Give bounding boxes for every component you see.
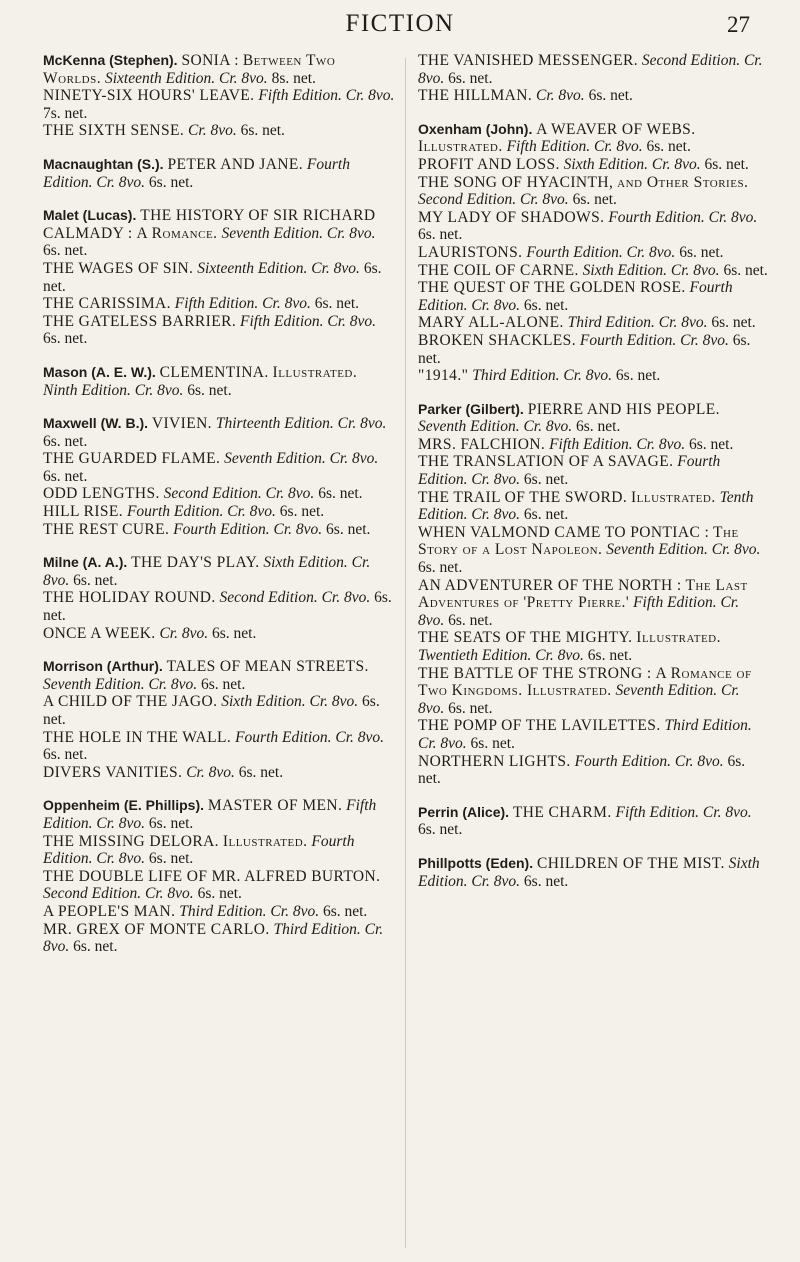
catalogue-entry: [43, 693, 395, 728]
entry-price: 6s. net.: [711, 314, 756, 332]
catalogue-entry: [43, 729, 395, 764]
entry-title: PIERRE AND HIS PEOPLE.: [527, 400, 720, 418]
entry-price: 6s. net.: [689, 435, 734, 453]
entry-edition: Fifth Edition. Cr. 8vo.: [506, 138, 643, 156]
entry-title: A PEOPLE'S MAN.: [43, 902, 176, 920]
entry-price: 6s. net.: [43, 432, 88, 450]
entry-title: A WEAVER OF WEBS.: [536, 120, 696, 138]
entry-edition: Seventh Edition. Cr. 8vo.: [224, 450, 379, 468]
entry-title: TALES OF MEAN STREETS.: [166, 658, 369, 676]
entry-price: 6s. net.: [587, 647, 633, 664]
catalogue-entry: [43, 833, 395, 868]
catalogue-entry: [418, 717, 768, 752]
entry-subtitle: Between Two Worlds.: [43, 52, 336, 87]
catalogue-entry: [43, 764, 395, 782]
entry-edition: Fourth Edition. Cr. 8vo.: [574, 752, 724, 770]
entry-title: HILL RISE.: [43, 503, 124, 521]
catalogue-entry: [418, 262, 768, 280]
entry-edition: Second Edition. Cr. 8vo.: [43, 885, 194, 903]
entry-title: "1914.": [418, 367, 469, 385]
catalogue-entry: [43, 364, 395, 399]
entry-edition: Fourth Edition. Cr. 8vo.: [43, 155, 350, 191]
entry-title: THE COIL OF CARNE.: [418, 261, 579, 279]
page-header: [0, 10, 800, 44]
entry-edition: Sixth Edition. Cr. 8vo.: [43, 554, 371, 589]
entry-subtitle: A Romance.: [136, 224, 218, 242]
catalogue-entry: [418, 367, 768, 385]
entry-title: THE HILLMAN.: [418, 87, 533, 105]
entry-edition: Second Edition. Cr. 8vo.: [219, 589, 371, 607]
entry-edition: Sixth Edition. Cr. 8vo.: [418, 854, 760, 890]
entry-edition: Seventh Edition. Cr. 8vo.: [606, 541, 761, 559]
entry-title: AN ADVENTURER OF THE NORTH :: [418, 576, 682, 594]
entry-author: Mason (A. E. W.).: [43, 363, 156, 380]
entry-edition: Second Edition. Cr. 8vo.: [163, 485, 315, 503]
entry-title: PETER AND JANE.: [167, 155, 304, 173]
entry-author: Phillpotts (Eden).: [418, 854, 534, 871]
entry-price: 6s. net.: [448, 611, 493, 629]
entry-edition: Sixteenth Edition. Cr. 8vo.: [104, 69, 268, 87]
entry-edition: Cr. 8vo.: [159, 624, 209, 642]
entry-price: 6s. net.: [523, 471, 569, 489]
catalogue-entry: [43, 625, 395, 643]
catalogue-entry: [418, 524, 768, 577]
entry-title: MRS. FALCHION.: [418, 435, 546, 453]
entry-title: MASTER OF MEN.: [207, 797, 343, 815]
entry-edition: Twentieth Edition. Cr. 8vo.: [418, 647, 584, 664]
catalogue-entry: [43, 658, 395, 693]
left-column: [43, 52, 395, 956]
entry-subtitle: The Story of a Lost Napoleon.: [418, 523, 739, 559]
entry-price: 6s. net.: [576, 418, 621, 436]
running-head: FICTION: [345, 10, 455, 37]
entry-edition: Fourth Edition. Cr. 8vo.: [608, 208, 758, 226]
entry-price: 6s. net.: [43, 693, 380, 728]
entry-edition: Sixth Edition. Cr. 8vo.: [582, 261, 720, 279]
catalogue-entry: [43, 868, 395, 903]
catalogue-entry: [43, 450, 395, 485]
catalogue-entry: [418, 665, 768, 718]
entry-title: THE GUARDED FLAME.: [43, 450, 221, 468]
catalogue-entry: [43, 122, 395, 140]
entry-price: 6s. net.: [318, 485, 363, 503]
entry-author: Oppenheim (E. Phillips).: [43, 797, 205, 814]
catalogue-entry: [418, 244, 768, 262]
entry-edition: Seventh Edition. Cr. 8vo.: [221, 224, 376, 242]
entry-title: THE CARISSIMA.: [43, 295, 171, 313]
entry-price: 6s. net.: [470, 734, 515, 752]
entry-title: MR. GREX OF MONTE CARLO.: [43, 920, 270, 938]
entry-price: 6s. net.: [197, 885, 242, 903]
entry-edition: Ninth Edition. Cr. 8vo.: [43, 381, 184, 399]
entry-title: DIVERS VANITIES.: [43, 763, 183, 781]
entry-edition: Second Edition. Cr. 8vo.: [418, 191, 569, 209]
entry-edition: Fourth Edition. Cr. 8vo.: [579, 331, 729, 349]
entry-edition: Fourth Edition. Cr. 8vo.: [418, 453, 721, 489]
catalogue-entry: [43, 554, 395, 589]
entry-price: 6s. net.: [212, 624, 257, 642]
entry-title: THE TRANSLATION OF A SAVAGE.: [418, 453, 674, 471]
entry-edition: Third Edition. Cr. 8vo.: [43, 920, 384, 956]
right-column: [418, 52, 768, 890]
entry-price: 6s. net.: [322, 902, 368, 920]
entry-price: 6s. net.: [448, 699, 493, 717]
entry-edition: Cr. 8vo.: [536, 87, 585, 105]
entry-title: THE HISTORY OF SIR RICHARD CALMADY :: [43, 207, 376, 242]
entry-price: 6s. net.: [43, 242, 88, 260]
entry-title: THE TRAIL OF THE SWORD.: [418, 488, 628, 506]
entry-edition: Fourth Edition. Cr. 8vo.: [43, 832, 355, 868]
entry-price: 6s. net.: [646, 138, 691, 156]
entry-title: BROKEN SHACKLES.: [418, 331, 576, 349]
entry-price: 6s. net.: [238, 763, 284, 781]
entry-title: LAURISTONS.: [418, 243, 523, 261]
entry-title: THE QUEST OF THE GOLDEN ROSE.: [418, 279, 686, 297]
catalogue-entry: [43, 921, 395, 956]
catalogue-entry: [43, 260, 395, 295]
entry-edition: Seventh Edition. Cr. 8vo.: [418, 682, 740, 717]
entry-edition: Fifth Edition. Cr. 8vo.: [240, 312, 377, 330]
entry-edition: Third Edition. Cr. 8vo.: [567, 314, 708, 332]
entry-edition: Seventh Edition. Cr. 8vo.: [43, 675, 198, 693]
entry-author: Malet (Lucas).: [43, 207, 137, 224]
catalogue-entry: [418, 87, 768, 105]
entry-edition: Fifth Edition. Cr. 8vo.: [549, 435, 686, 453]
catalogue-entry: [43, 415, 395, 450]
page-number: 27: [727, 12, 750, 37]
catalogue-entry: [43, 207, 395, 260]
entry-price: 6s. net.: [704, 155, 749, 173]
entry-edition: Second Edition. Cr. 8vo.: [418, 52, 763, 87]
catalogue-entry: [418, 804, 768, 839]
catalogue-entry: [418, 279, 768, 314]
entry-edition: Fifth Edition. Cr. 8vo.: [43, 797, 377, 832]
entry-author: Milne (A. A.).: [43, 554, 128, 571]
entry-edition: Fifth Edition. Cr. 8vo.: [418, 594, 739, 629]
entry-price: 6s. net.: [418, 226, 463, 244]
entry-title: THE GATELESS BARRIER.: [43, 312, 237, 330]
catalogue-entry: [43, 589, 395, 624]
entry-price: 6s. net.: [418, 331, 751, 367]
entry-author: McKenna (Stephen).: [43, 52, 178, 68]
entry-author: Maxwell (W. B.).: [43, 415, 149, 432]
entry-subtitle: Illustrated.: [631, 488, 716, 506]
catalogue-entry: [418, 855, 768, 890]
entry-title: THE MISSING DELORA.: [43, 832, 219, 850]
entry-price: 6s. net.: [615, 367, 661, 385]
entry-price: 6s. net.: [73, 938, 118, 956]
entry-price: 6s. net.: [523, 872, 569, 890]
entry-price: 7s. net.: [43, 104, 88, 122]
entry-price: 6s. net.: [43, 259, 382, 295]
entry-edition: Fifth Edition. Cr. 8vo.: [258, 87, 395, 105]
entry-author: Oxenham (John).: [418, 120, 533, 137]
catalogue-entry: [43, 295, 395, 313]
entry-edition: Cr. 8vo.: [188, 122, 237, 140]
catalogue-entry: [43, 52, 395, 87]
catalogue-entry: [418, 174, 768, 209]
entry-edition: Sixth Edition. Cr. 8vo.: [563, 155, 701, 173]
catalogue-entry: [43, 87, 395, 122]
entry-title: THE SIXTH SENSE.: [43, 122, 185, 140]
entry-price: 6s. net.: [448, 69, 493, 87]
catalogue-entry: [43, 313, 395, 348]
entry-title: THE SEATS OF THE MIGHTY.: [418, 629, 633, 647]
entry-edition: Thirteenth Edition. Cr. 8vo.: [215, 415, 387, 433]
entry-price: 6s. net.: [187, 381, 232, 399]
entry-price: 6s. net.: [148, 850, 194, 868]
entry-price: 6s. net.: [314, 295, 360, 313]
catalogue-entry: [418, 52, 768, 87]
entry-edition: Sixteenth Edition. Cr. 8vo.: [197, 259, 360, 277]
entry-subtitle: Illustrated.: [222, 832, 308, 850]
entry-edition: Fifth Edition. Cr. 8vo.: [615, 803, 752, 821]
catalogue-entry: [43, 156, 395, 191]
entry-edition: Fourth Edition. Cr. 8vo.: [235, 728, 385, 746]
entry-title: NINETY-SIX HOURS' LEAVE.: [43, 87, 255, 105]
entry-price: 6s. net.: [240, 122, 285, 140]
catalogue-entry: [43, 797, 395, 832]
entry-title: THE DAY'S PLAY.: [131, 554, 260, 572]
entry-edition: Cr. 8vo.: [186, 763, 235, 781]
entry-price: 6s. net.: [572, 191, 617, 209]
entry-price: 6s. net.: [523, 506, 569, 524]
entry-price: 6s. net.: [148, 814, 194, 832]
entry-title: THE WAGES OF SIN.: [43, 259, 194, 277]
entry-title: SONIA :: [181, 52, 239, 69]
entry-price: 6s. net.: [43, 746, 88, 764]
entry-author: Macnaughtan (S.).: [43, 155, 164, 172]
entry-title: ONCE A WEEK.: [43, 624, 156, 642]
catalogue-entry: [418, 753, 768, 788]
entry-title: THE BATTLE OF THE STRONG :: [418, 664, 652, 682]
catalogue-entry: [418, 156, 768, 174]
entry-subtitle: A Romance of Two Kingdoms. Illustrated.: [418, 664, 752, 700]
entry-price: 6s. net.: [148, 173, 194, 191]
entry-price: 6s. net.: [418, 752, 746, 788]
entry-title: THE DOUBLE LIFE OF MR. ALFRED BURTON.: [43, 867, 381, 885]
entry-price: 6s. net.: [43, 467, 88, 485]
entry-title: PROFIT AND LOSS.: [418, 155, 560, 173]
entry-price: 6s. net.: [279, 503, 325, 521]
entry-price: 6s. net.: [418, 559, 463, 577]
entry-price: 6s. net.: [326, 520, 371, 538]
entry-price: 6s. net.: [679, 243, 724, 261]
entry-price: 6s. net.: [43, 330, 88, 348]
entry-edition: Third Edition. Cr. 8vo.: [179, 902, 320, 920]
entry-title: WHEN VALMOND CAME TO PONTIAC :: [418, 523, 710, 541]
entry-subtitle: Illustrated.: [418, 138, 503, 156]
entry-title: THE HOLIDAY ROUND.: [43, 589, 216, 607]
entry-edition: Fifth Edition. Cr. 8vo.: [174, 295, 311, 313]
entry-title: A CHILD OF THE JAGO.: [43, 693, 218, 711]
entry-author: Parker (Gilbert).: [418, 400, 524, 417]
entry-edition: Third Edition. Cr. 8vo.: [418, 717, 752, 752]
catalogue-entry: [418, 401, 768, 436]
catalogue-entry: [418, 209, 768, 244]
entry-price: 6s. net.: [523, 296, 569, 314]
entry-edition: Fourth Edition. Cr. 8vo.: [526, 243, 676, 261]
catalogue-entry: [418, 629, 768, 664]
catalogue-entry: [418, 489, 768, 524]
entry-subtitle: Illustrated.: [272, 363, 358, 381]
entry-title: CLEMENTINA.: [159, 363, 269, 381]
entry-price: 6s. net.: [723, 261, 768, 279]
entry-title: THE REST CURE.: [43, 520, 170, 538]
catalogue-entry: [43, 521, 395, 539]
entry-title: MY LADY OF SHADOWS.: [418, 208, 605, 226]
entry-title: THE CHARM.: [512, 803, 612, 821]
catalogue-entry: [418, 314, 768, 332]
catalogue-entry: [43, 903, 395, 921]
entry-subtitle: The Last Adventures of 'Pretty Pierre.': [418, 576, 748, 612]
entry-edition: Sixth Edition. Cr. 8vo.: [221, 693, 359, 711]
entry-title: THE SONG OF HYACINTH,: [418, 173, 614, 191]
entry-edition: Seventh Edition. Cr. 8vo.: [418, 418, 573, 436]
entry-title: ODD LENGTHS.: [43, 485, 160, 503]
catalogue-entry: [43, 503, 395, 521]
entry-author: Perrin (Alice).: [418, 803, 510, 820]
entry-price: 6s. net.: [43, 589, 392, 625]
entry-author: Morrison (Arthur).: [43, 658, 163, 675]
entry-price: 6s. net.: [418, 821, 463, 839]
entry-title: THE VANISHED MESSENGER.: [418, 52, 639, 69]
entry-price: 8s. net.: [271, 69, 316, 87]
entry-title: THE POMP OF THE LAVILETTES.: [418, 717, 661, 735]
catalogue-entry: [43, 485, 395, 503]
column-divider: [405, 58, 406, 1248]
entry-title: CHILDREN OF THE MIST.: [536, 854, 725, 872]
entry-subtitle: and Other Stories.: [617, 173, 749, 191]
entry-edition: Tenth Edition. Cr. 8vo.: [418, 488, 754, 524]
entry-price: 6s. net.: [201, 675, 246, 693]
entry-edition: Third Edition. Cr. 8vo.: [472, 367, 613, 385]
entry-title: THE HOLE IN THE WALL.: [43, 728, 232, 746]
entry-title: MARY ALL-ALONE.: [418, 314, 564, 332]
catalogue-entry: [418, 577, 768, 630]
entry-title: NORTHERN LIGHTS.: [418, 752, 571, 770]
entry-price: 6s. net.: [588, 87, 633, 105]
catalogue-entry: [418, 436, 768, 454]
entry-price: 6s. net.: [73, 571, 118, 589]
catalogue-entry: [418, 332, 768, 367]
entry-edition: Fourth Edition. Cr. 8vo.: [418, 279, 733, 314]
catalogue-entry: [418, 121, 768, 156]
entry-title: VIVIEN.: [151, 415, 212, 433]
entry-subtitle: Illustrated.: [636, 629, 721, 647]
catalogue-entry: [418, 453, 768, 488]
entry-edition: Fourth Edition. Cr. 8vo.: [126, 503, 276, 521]
entry-edition: Fourth Edition. Cr. 8vo.: [173, 520, 323, 538]
